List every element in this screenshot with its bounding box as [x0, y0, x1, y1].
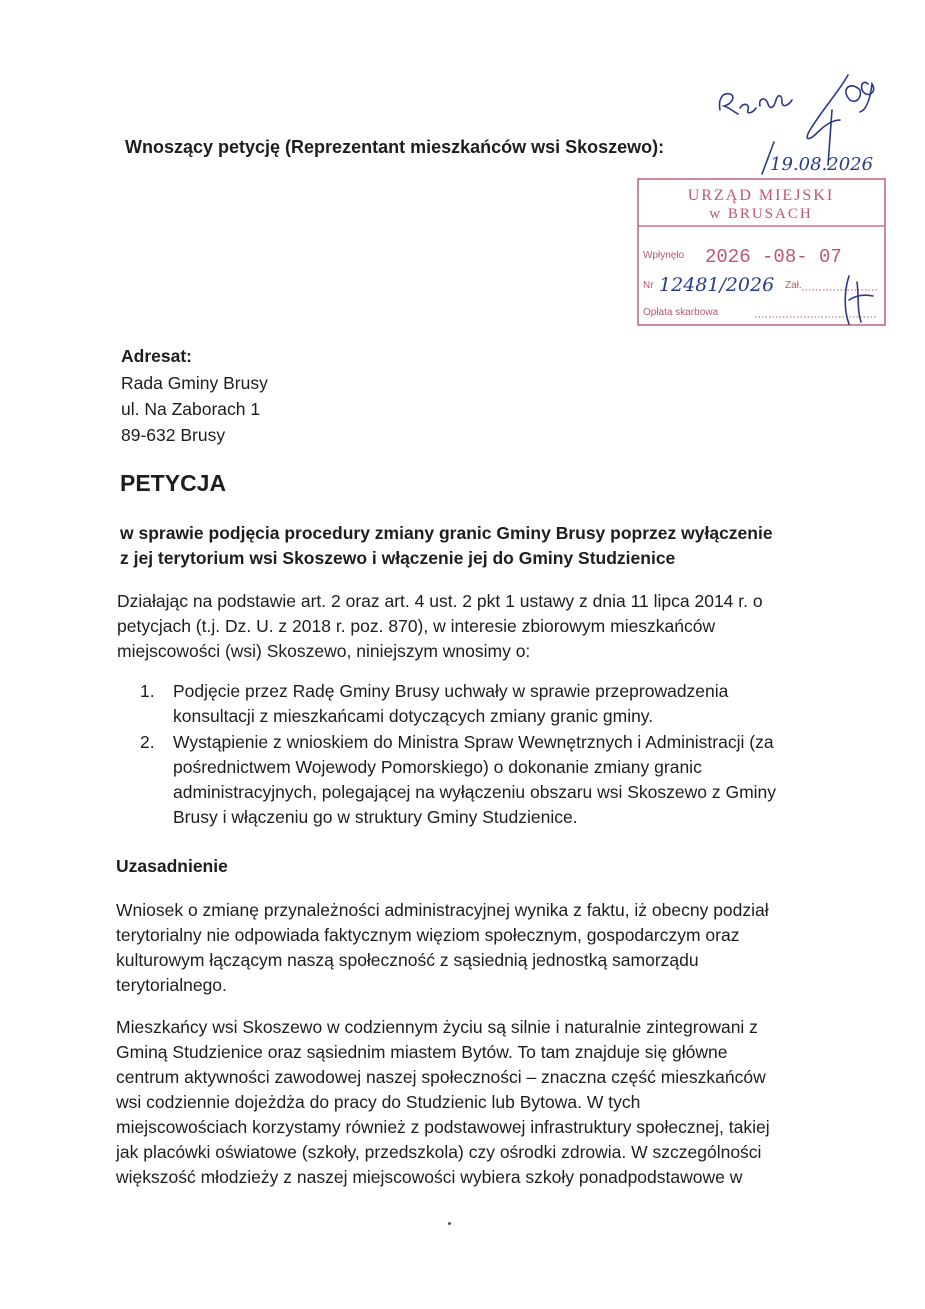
paragraph-line: Wniosek o zmianę przynależności administracyjnej wynika z faktu, iż obecny podział	[116, 900, 769, 920]
intro-line: miejscowości (wsi) Skoszewo, niniejszym wnosimy o:	[117, 641, 531, 661]
intro-line: Działając na podstawie art. 2 oraz art. 4 ust. 2 pkt 1 ustawy z dnia 11 lipca 2014 r. o	[117, 591, 763, 611]
paragraph-line: jak placówki oświatowe (szkoły, przedszkola) czy ośrodki zdrowia. W szczególności	[116, 1142, 762, 1162]
paragraph-line: centrum aktywności zawodowej naszej społeczności – znaczna część mieszkańców	[116, 1067, 766, 1087]
stamp-fee-label: Opłata skarbowa	[643, 307, 719, 318]
addressee-line: 89-632 Brusy	[121, 425, 226, 445]
subtitle-line: w sprawie podjęcia procedury zmiany granic Gminy Brusy poprzez wyłączenie	[120, 523, 773, 543]
handwritten-date: 19.08.2026	[770, 154, 874, 175]
request-line: Brusy i włączeniu go w struktury Gminy Studzienice.	[173, 807, 578, 827]
stamp-office-line1: URZĄD MIEJSKI	[687, 187, 835, 204]
request-number: 2.	[140, 732, 155, 752]
request-item	[140, 730, 840, 830]
petitioner-label: Wnoszący petycję (Reprezentant mieszkańców wsi Skoszewo):	[125, 137, 665, 157]
page-mark	[448, 1222, 451, 1225]
stamp-received-label: Wpłynęło	[643, 250, 685, 261]
handwritten-annotation	[700, 70, 900, 190]
paragraph-line: większość młodzieży z naszej miejscowości wybiera szkoły ponadpodstawowe w	[116, 1167, 743, 1187]
request-line: konsultacji z mieszkańcami dotyczących zmiany granic gminy.	[173, 706, 654, 726]
paragraph-line: wsi codziennie dojeżdża do pracy do Studzienic lub Bytowa. W tych	[116, 1092, 641, 1112]
paragraph-line: kulturowym łączącym naszą społeczność z sąsiednią jednostką samorządu	[116, 950, 699, 970]
stamp-office-line2: w BRUSACH	[709, 206, 813, 222]
subtitle-line: z jej terytorium wsi Skoszewo i włączenie jej do Gminy Studzienice	[120, 548, 676, 568]
addressee-label: Adresat:	[121, 346, 192, 366]
addressee-line: ul. Na Zaborach 1	[121, 399, 261, 419]
paragraph-line: Mieszkańcy wsi Skoszewo w codziennym życiu są silnie i naturalnie zintegrowani z	[116, 1017, 758, 1037]
stamp-received-date: 2026 -08- 07	[705, 246, 842, 268]
request-number: 1.	[140, 681, 155, 701]
requests-list	[140, 679, 840, 831]
addressee-address	[121, 370, 268, 448]
justification-paragraph	[116, 898, 836, 998]
request-line: Podjęcie przez Radę Gminy Brusy uchwały w sprawie przeprowadzenia	[173, 681, 729, 701]
request-line: Wystąpienie z wnioskiem do Ministra Spraw Wewnętrznych i Administracji (za	[173, 732, 774, 752]
request-item	[140, 679, 840, 729]
stamp-zal-label: Zał.	[785, 280, 802, 291]
intro-line: petycjach (t.j. Dz. U. z 2018 r. poz. 870), w interesie zbiorowym mieszkańców	[117, 616, 716, 636]
document-subtitle	[120, 521, 840, 571]
stamp-frame	[637, 178, 886, 326]
document-title: PETYCJA	[120, 470, 227, 496]
request-line: pośrednictwem Wojewody Pomorskiego) o dokonanie zmiany granic	[173, 757, 702, 777]
request-line: administracyjnych, polegającej na wyłączeniu obszaru wsi Skoszewo z Gminy	[173, 782, 777, 802]
paragraph-line: terytorialny nie odpowiada faktycznym więziom społecznym, gospodarczym oraz	[116, 925, 740, 945]
addressee-line: Rada Gminy Brusy	[121, 373, 268, 393]
paragraph-line: terytorialnego.	[116, 975, 227, 995]
justification-paragraph	[116, 1015, 846, 1190]
stamp-nr-label: Nr	[643, 280, 654, 291]
intro-paragraph	[117, 589, 837, 664]
registry-stamp	[637, 178, 886, 326]
paragraph-line: miejscowościach korzystamy również z podstawowej infrastruktury społecznej, takiej	[116, 1117, 770, 1137]
justification-heading: Uzasadnienie	[116, 856, 228, 876]
stamp-nr-value: 12481/2026	[659, 274, 775, 296]
paragraph-line: Gminą Studzienice oraz sąsiednim miastem Bytów. To tam znajduje się główne	[116, 1042, 728, 1062]
